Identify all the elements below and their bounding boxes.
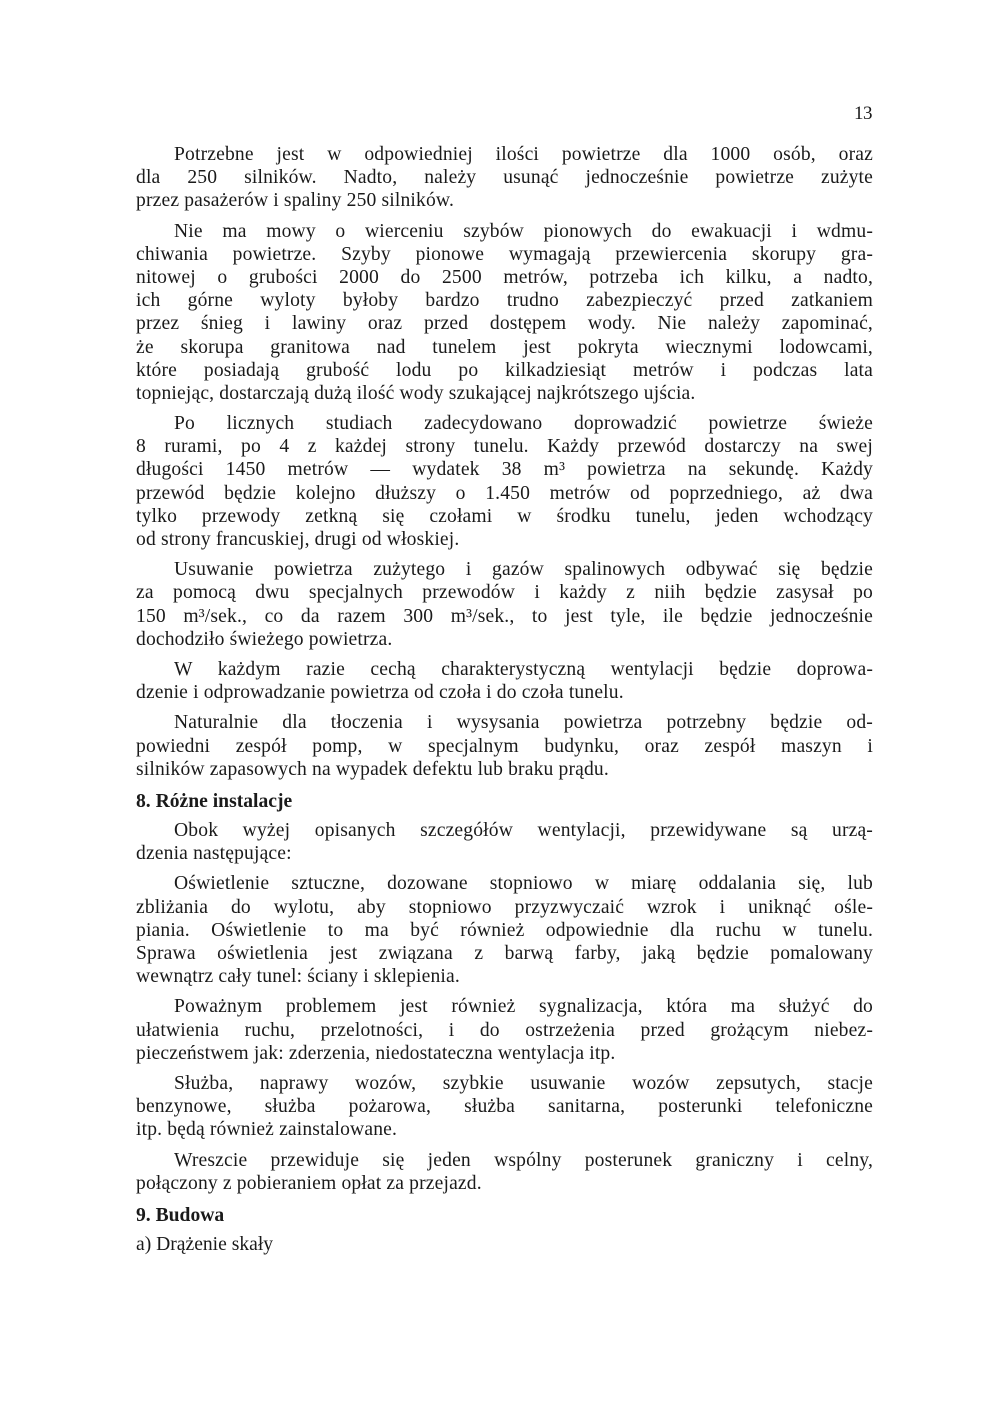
- text-line: Wreszcie przewiduje się jeden wspólny posterunek graniczny i celny,: [174, 1149, 873, 1171]
- text-line: chiwania powietrze. Szyby pionowe wymagają przewiercenia skorupy gra-: [136, 243, 873, 265]
- text-line: itp. będą również zainstalowane.: [136, 1119, 398, 1141]
- paragraph: [136, 872, 873, 988]
- text-line: że skorupa granitowa nad tunelem jest pokryta wiecznymi lodowcami,: [136, 336, 873, 358]
- text-line: Usuwanie powietrza zużytego i gazów spalinowych odbywać się będzie: [174, 559, 873, 581]
- paragraph: [136, 711, 873, 781]
- text-line: 150 m³/sek., co da razem 300 m³/sek., to jest tyle, ile będzie jednocześnie: [136, 605, 873, 627]
- text-line: przez śnieg i lawiny oraz przed dostępem wody. Nie należy zapominać,: [136, 313, 873, 335]
- text-line: Nie ma mowy o wierceniu szybów pionowych do ewakuacji i wdmu-: [174, 220, 873, 242]
- section-heading: 8. Różne instalacje: [136, 790, 293, 812]
- text-line: 8 rurami, po 4 z każdej strony tunelu. Każdy przewód dostarczy na swej: [136, 436, 873, 458]
- text-line: topniejąc, dostarczają dużą ilość wody szukającej najkrótszego ujścia.: [136, 382, 696, 404]
- text-line: wewnątrz cały tunel: ściany i sklepienia.: [136, 966, 460, 988]
- paragraph: [136, 1072, 873, 1142]
- text-line: Oświetlenie sztuczne, dozowane stopniowo w miarę oddalania się, lub: [174, 873, 873, 895]
- text-line: zbliżania do wylotu, aby stopniowo przyzwyczaić wzrok i uniknąć ośle-: [136, 896, 873, 918]
- text-line: ułatwienia ruchu, przelotności, i do ostrzeżenia przed grożącym niebez-: [136, 1019, 873, 1041]
- text-line: Sprawa oświetlenia jest związana z barwą farby, jaką będzie pomalowany: [136, 943, 873, 965]
- body-text: [136, 143, 873, 1256]
- text-line: Służba, naprawy wozów, szybkie usuwanie wozów zepsutych, stacje: [174, 1072, 873, 1094]
- text-line: długości 1450 metrów — wydatek 38 m³ powietrza na sekundę. Każdy: [136, 459, 873, 481]
- text-line: piania. Oświetlenie to ma być również odpowiednie dla ruchu w tunelu.: [136, 919, 873, 941]
- text-line: pieczeństwem jak: zderzenia, niedostateczna wentylacja itp.: [136, 1042, 616, 1064]
- paragraph: [136, 658, 873, 704]
- paragraph: [136, 220, 873, 406]
- paragraph: [136, 1149, 873, 1195]
- text-line: tylko przewody zetkną się czołami w środku tunelu, jeden wchodzący: [136, 505, 873, 527]
- paragraph: [136, 412, 873, 551]
- page-number: 13: [854, 103, 872, 124]
- text-line: powiedni zespół pomp, w specjalnym budynku, oraz zespół maszyn i: [136, 735, 873, 757]
- paragraph: [136, 143, 873, 213]
- text-line: ich górne wyloty byłoby bardzo trudno zabezpieczyć przed zatkaniem: [136, 290, 873, 312]
- text-line: połączony z pobieraniem opłat za przejazd.: [136, 1172, 482, 1194]
- text-line: Poważnym problemem jest również sygnalizacja, która ma służyć do: [174, 996, 873, 1018]
- text-line: przez pasażerów i spaliny 250 silników.: [136, 190, 454, 212]
- text-line: nitowej o grubości 2000 do 2500 metrów, potrzeba ich kilku, a nadto,: [136, 266, 873, 288]
- text-line: od strony francuskiej, drugi od włoskiej.: [136, 529, 460, 550]
- paragraph: [136, 995, 873, 1065]
- text-line: dzenie i odprowadzanie powietrza od czoła i do czoła tunelu.: [136, 682, 624, 704]
- text-line: benzynowe, służba pożarowa, służba sanitarna, posterunki telefoniczne: [136, 1096, 873, 1118]
- section-heading: 9. Budowa: [136, 1204, 225, 1226]
- text-line: W każdym razie cechą charakterystyczną wentylacji będzie doprowa-: [174, 658, 873, 680]
- text-line: Po licznych studiach zadecydowano doprowadzić powietrze świeże: [174, 413, 873, 435]
- text-line: dzenia następujące:: [136, 843, 292, 865]
- text-line: dla 250 silników. Nadto, należy usunąć jednocześnie powietrze zużyte: [136, 167, 873, 189]
- text-line: dochodziło świeżego powietrza.: [136, 628, 393, 650]
- text-line: Naturalnie dla tłoczenia i wysysania powietrza potrzebny będzie od-: [174, 712, 873, 734]
- text-line: za pomocą dwu specjalnych przewodów i każdy z niih będzie zasysał po: [136, 582, 873, 604]
- subsection-heading: a) Drążenie skały: [136, 1234, 274, 1256]
- paragraph: [136, 558, 873, 651]
- text-line: silników zapasowych na wypadek defektu lub braku prądu.: [136, 758, 609, 780]
- paragraph: [136, 819, 873, 865]
- text-line: Potrzebne jest w odpowiedniej ilości powietrze dla 1000 osób, oraz: [174, 144, 873, 165]
- text-line: które posiadają grubość lodu po kilkadziesiąt metrów i podczas lata: [136, 359, 873, 381]
- text-line: przewód będzie kolejno dłuższy o 1.450 metrów od poprzedniego, aż dwa: [136, 482, 873, 504]
- text-line: Obok wyżej opisanych szczegółów wentylacji, przewidywane są urzą-: [174, 820, 873, 842]
